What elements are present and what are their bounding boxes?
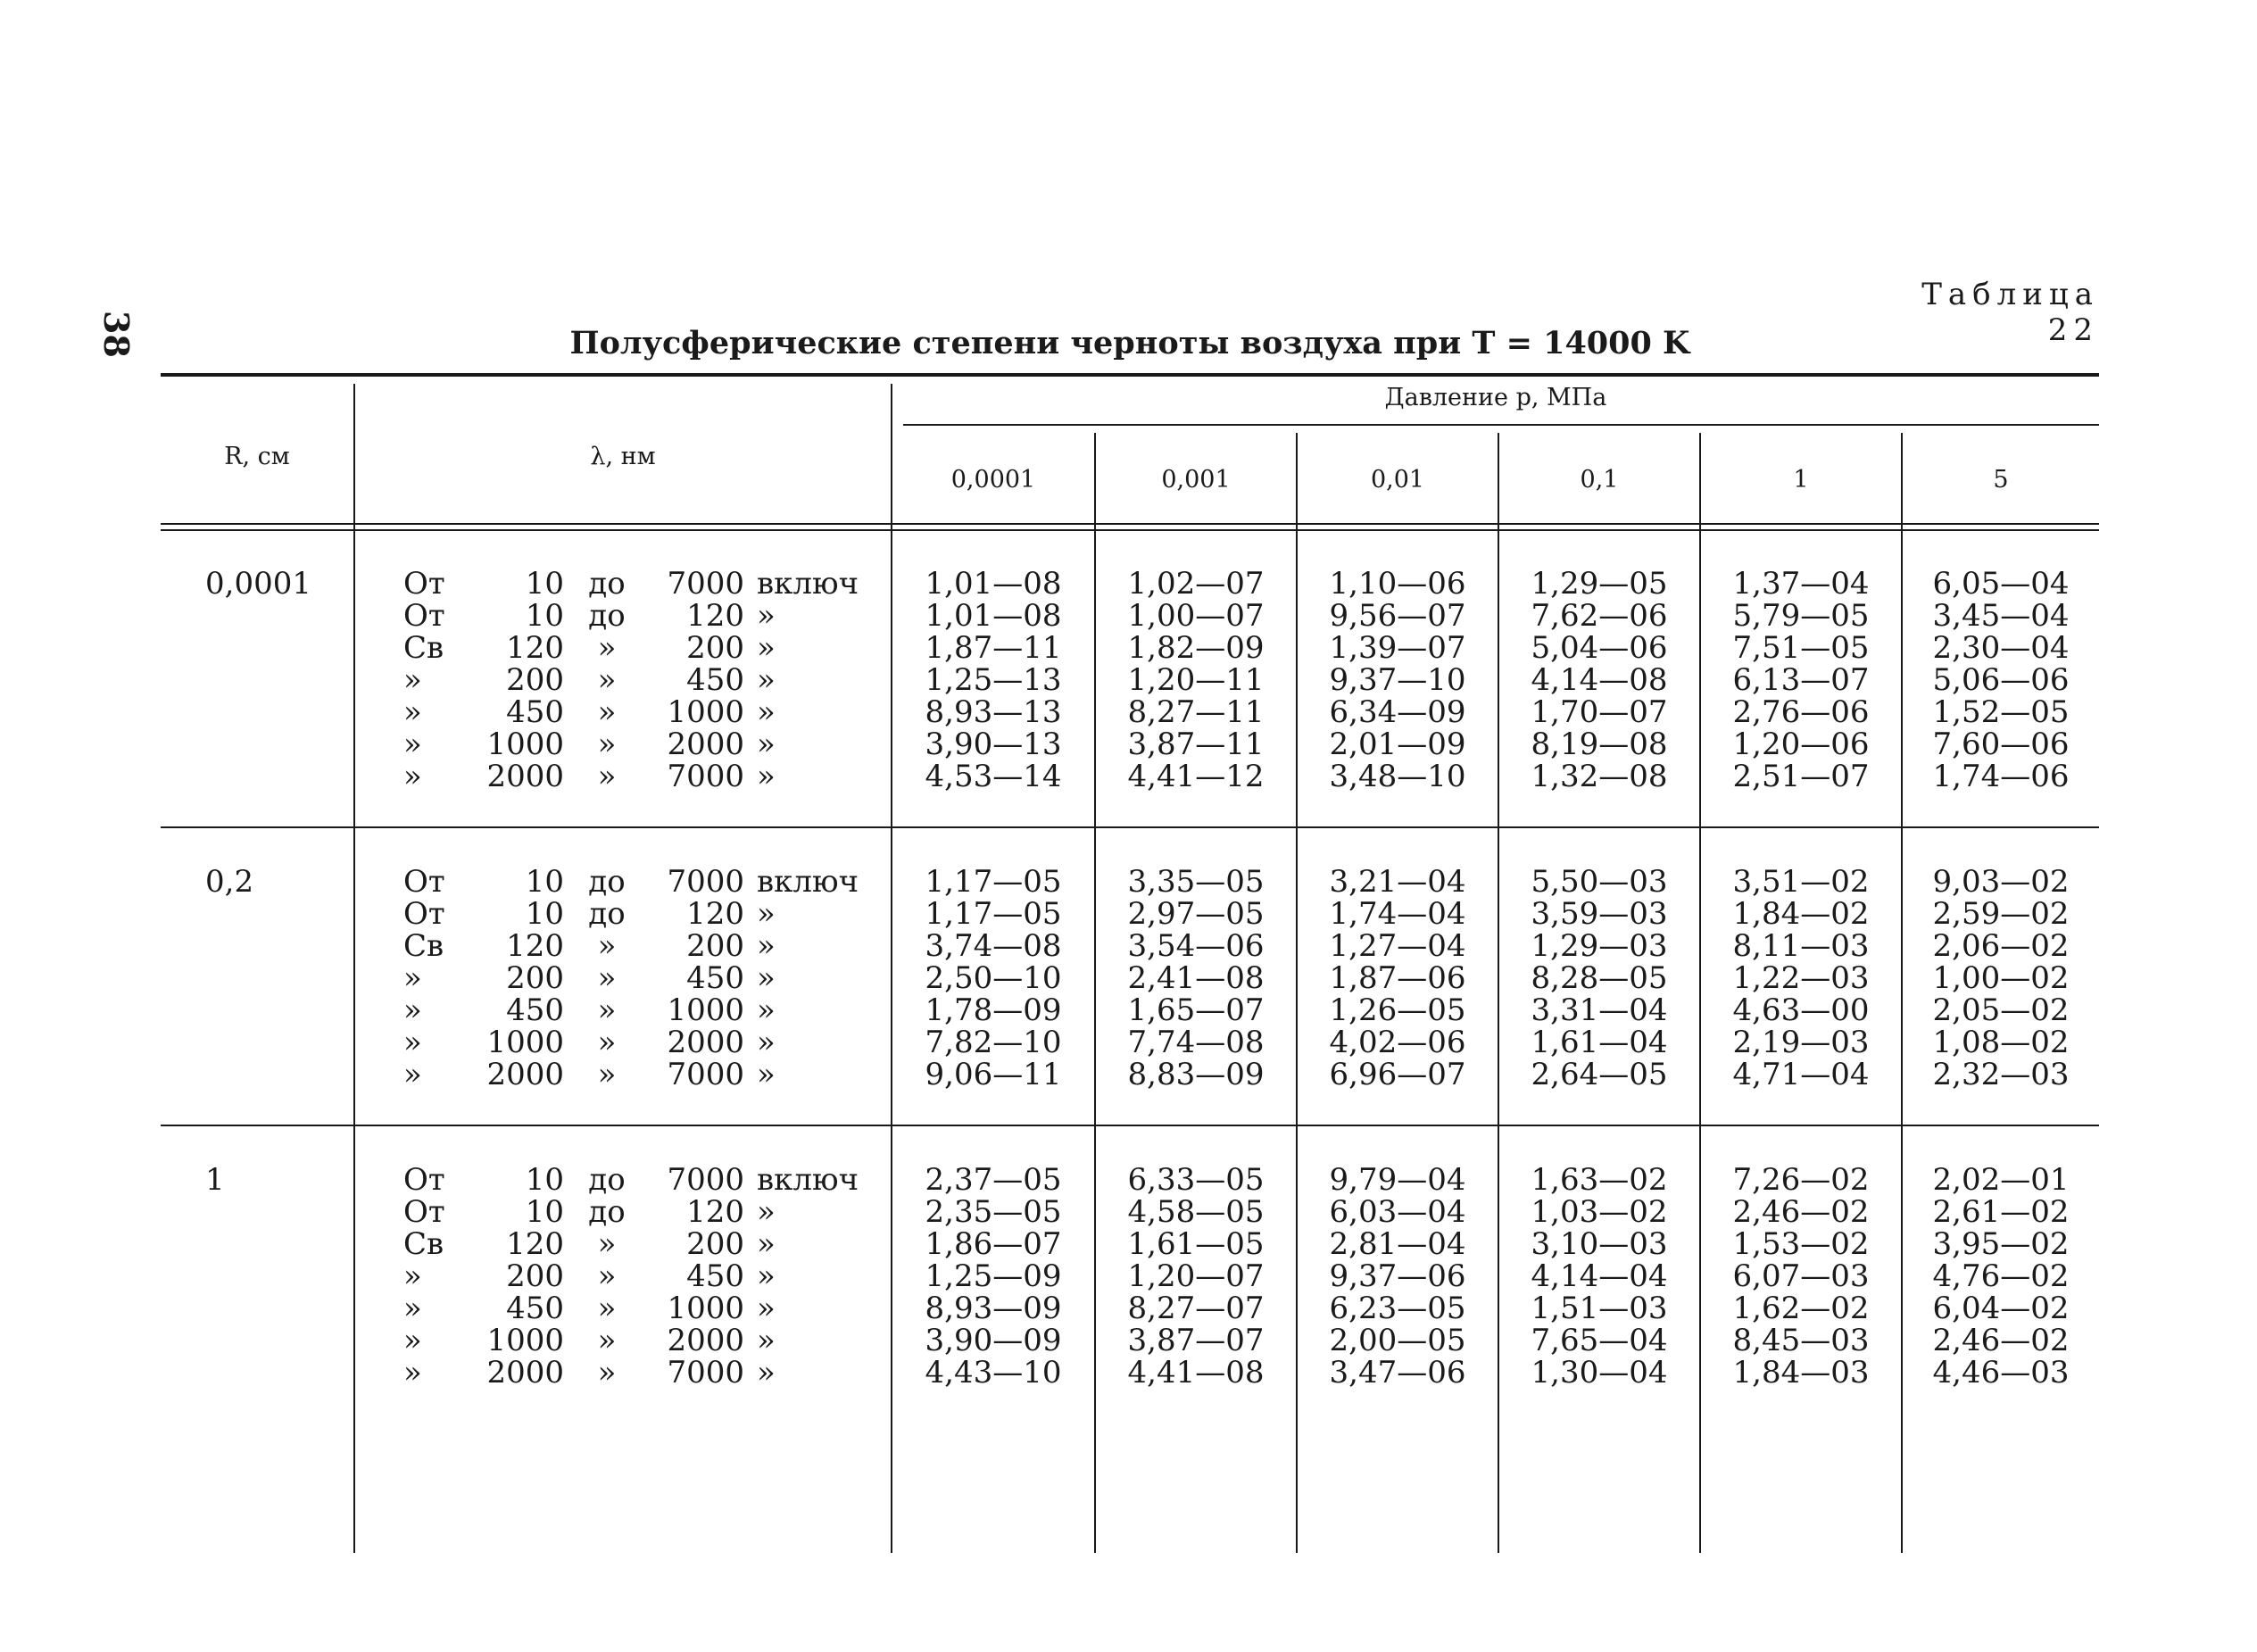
emissivity-value: 2,41—08 xyxy=(1127,960,1265,996)
pressure-header: 1 xyxy=(1793,466,1809,494)
wavelength-pre: Св xyxy=(403,1226,444,1262)
wavelength-to: 200 xyxy=(686,1226,744,1262)
wavelength-suffix: » xyxy=(757,928,776,964)
wavelength-range xyxy=(403,1258,876,1294)
emissivity-value: 9,56—07 xyxy=(1329,598,1466,634)
wavelength-pre: » xyxy=(403,759,422,794)
wavelength-to: 450 xyxy=(686,960,744,996)
radius-value: 0,2 xyxy=(205,864,254,900)
emissivity-value: 8,11—03 xyxy=(1732,928,1870,964)
wavelength-pre: От xyxy=(403,896,445,932)
wavelength-pre: Св xyxy=(403,928,444,964)
wavelength-range xyxy=(403,1323,876,1358)
wavelength-to: 1000 xyxy=(667,992,744,1028)
wavelength-from: 10 xyxy=(525,1194,564,1230)
wavelength-from: 120 xyxy=(506,1226,564,1262)
wavelength-pre: От xyxy=(403,1194,445,1230)
wavelength-to: 120 xyxy=(686,598,744,634)
wavelength-to: 7000 xyxy=(667,1057,744,1092)
wavelength-suffix: » xyxy=(757,759,776,794)
wavelength-range xyxy=(403,1194,876,1230)
emissivity-value: 3,51—02 xyxy=(1732,864,1870,900)
block-separator-rule xyxy=(161,1125,2099,1126)
wavelength-suffix: » xyxy=(757,630,776,666)
wavelength-from: 450 xyxy=(506,694,564,730)
emissivity-value: 2,06—02 xyxy=(1932,928,2070,964)
table-title: Полусферические степени черноты воздуха при T = 14000 K xyxy=(569,325,1690,361)
emissivity-value: 1,27—04 xyxy=(1329,928,1466,964)
wavelength-suffix: » xyxy=(757,1323,776,1358)
wavelength-from: 2000 xyxy=(486,759,564,794)
pressure-header: 0,01 xyxy=(1370,466,1425,494)
wavelength-range xyxy=(403,960,876,996)
emissivity-value: 2,97—05 xyxy=(1127,896,1265,932)
emissivity-value: 1,53—02 xyxy=(1732,1226,1870,1262)
emissivity-value: 4,53—14 xyxy=(925,759,1062,794)
emissivity-value: 2,50—10 xyxy=(925,960,1062,996)
emissivity-value: 1,87—06 xyxy=(1329,960,1466,996)
wavelength-to: 450 xyxy=(686,1258,744,1294)
wavelength-range xyxy=(403,566,876,602)
emissivity-value: 1,32—08 xyxy=(1531,759,1668,794)
emissivity-value: 1,25—09 xyxy=(925,1258,1062,1294)
wavelength-to: 1000 xyxy=(667,694,744,730)
wavelength-range xyxy=(403,1025,876,1060)
emissivity-value: 1,10—06 xyxy=(1329,566,1466,602)
wavelength-suffix: » xyxy=(757,694,776,730)
wavelength-suffix: » xyxy=(757,896,776,932)
wavelength-suffix: » xyxy=(757,1226,776,1262)
emissivity-value: 4,41—12 xyxy=(1127,759,1265,794)
wavelength-from: 2000 xyxy=(486,1355,564,1391)
emissivity-value: 8,19—08 xyxy=(1531,726,1668,762)
wavelength-range xyxy=(403,694,876,730)
emissivity-value: 2,19—03 xyxy=(1732,1025,1870,1060)
emissivity-value: 1,20—07 xyxy=(1127,1258,1265,1294)
pressure-header: 5 xyxy=(1993,466,2009,494)
wavelength-mid: до xyxy=(588,566,626,602)
emissivity-value: 7,74—08 xyxy=(1127,1025,1265,1060)
wavelength-mid: до xyxy=(588,598,626,634)
emissivity-value: 6,96—07 xyxy=(1329,1057,1466,1092)
emissivity-value: 4,43—10 xyxy=(925,1355,1062,1391)
wavelength-to: 450 xyxy=(686,662,744,698)
wavelength-mid: до xyxy=(588,1194,626,1230)
wavelength-mid: » xyxy=(597,1323,617,1358)
emissivity-value: 7,62—06 xyxy=(1531,598,1668,634)
wavelength-suffix: » xyxy=(757,1258,776,1294)
emissivity-value: 1,61—05 xyxy=(1127,1226,1265,1262)
emissivity-value: 4,02—06 xyxy=(1329,1025,1466,1060)
pressure-group-rule xyxy=(903,424,2099,426)
emissivity-value: 4,14—08 xyxy=(1531,662,1668,698)
emissivity-value: 1,00—02 xyxy=(1932,960,2070,996)
header-bottom-rule xyxy=(161,523,2099,525)
emissivity-value: 2,59—02 xyxy=(1932,896,2070,932)
wavelength-to: 2000 xyxy=(667,1323,744,1358)
emissivity-value: 2,02—01 xyxy=(1932,1162,2070,1198)
wavelength-suffix: » xyxy=(757,726,776,762)
emissivity-value: 7,51—05 xyxy=(1732,630,1870,666)
wavelength-from: 10 xyxy=(525,864,564,900)
table-label: Таблица 22 xyxy=(1921,277,2099,348)
wavelength-to: 7000 xyxy=(667,759,744,794)
emissivity-value: 3,48—10 xyxy=(1329,759,1466,794)
emissivity-value: 1,37—04 xyxy=(1732,566,1870,602)
radius-column-header: R, см xyxy=(224,443,290,470)
wavelength-pre: Св xyxy=(403,630,444,666)
wavelength-to: 7000 xyxy=(667,1355,744,1391)
table-top-rule xyxy=(161,373,2099,377)
wavelength-mid: » xyxy=(597,662,617,698)
emissivity-value: 8,27—07 xyxy=(1127,1291,1265,1326)
emissivity-value: 1,70—07 xyxy=(1531,694,1668,730)
wavelength-from: 200 xyxy=(506,662,564,698)
emissivity-value: 2,51—07 xyxy=(1732,759,1870,794)
wavelength-from: 450 xyxy=(506,1291,564,1326)
emissivity-value: 6,07—03 xyxy=(1732,1258,1870,1294)
emissivity-value: 7,26—02 xyxy=(1732,1162,1870,1198)
emissivity-value: 6,03—04 xyxy=(1329,1194,1466,1230)
wavelength-range xyxy=(403,726,876,762)
wavelength-mid: » xyxy=(597,726,617,762)
emissivity-value: 1,65—07 xyxy=(1127,992,1265,1028)
wavelength-to: 7000 xyxy=(667,1162,744,1198)
radius-value: 0,0001 xyxy=(205,566,311,602)
emissivity-value: 8,28—05 xyxy=(1531,960,1668,996)
emissivity-value: 1,30—04 xyxy=(1531,1355,1668,1391)
emissivity-value: 1,26—05 xyxy=(1329,992,1466,1028)
wavelength-mid: » xyxy=(597,694,617,730)
wavelength-pre: От xyxy=(403,1162,445,1198)
emissivity-value: 1,17—05 xyxy=(925,896,1062,932)
emissivity-value: 1,84—02 xyxy=(1732,896,1870,932)
wavelength-from: 10 xyxy=(525,896,564,932)
wavelength-pre: » xyxy=(403,1025,422,1060)
wavelength-from: 1000 xyxy=(486,726,564,762)
wavelength-suffix: » xyxy=(757,992,776,1028)
emissivity-value: 2,35—05 xyxy=(925,1194,1062,1230)
emissivity-value: 3,31—04 xyxy=(1531,992,1668,1028)
wavelength-range xyxy=(403,1355,876,1391)
wavelength-range xyxy=(403,896,876,932)
wavelength-range xyxy=(403,864,876,900)
emissivity-value: 1,52—05 xyxy=(1932,694,2070,730)
wavelength-range xyxy=(403,630,876,666)
emissivity-value: 3,90—13 xyxy=(925,726,1062,762)
wavelength-range xyxy=(403,598,876,634)
wavelength-range xyxy=(403,1057,876,1092)
emissivity-value: 3,87—11 xyxy=(1127,726,1265,762)
emissivity-value: 1,25—13 xyxy=(925,662,1062,698)
emissivity-value: 6,33—05 xyxy=(1127,1162,1265,1198)
emissivity-value: 1,61—04 xyxy=(1531,1025,1668,1060)
emissivity-value: 1,29—05 xyxy=(1531,566,1668,602)
wavelength-pre: От xyxy=(403,598,445,634)
wavelength-from: 450 xyxy=(506,992,564,1028)
emissivity-value: 5,50—03 xyxy=(1531,864,1668,900)
wavelength-mid: до xyxy=(588,864,626,900)
wavelength-suffix: » xyxy=(757,1291,776,1326)
block-separator-rule xyxy=(161,826,2099,828)
emissivity-value: 6,13—07 xyxy=(1732,662,1870,698)
emissivity-value: 2,81—04 xyxy=(1329,1226,1466,1262)
emissivity-value: 1,20—06 xyxy=(1732,726,1870,762)
emissivity-value: 6,34—09 xyxy=(1329,694,1466,730)
column-rule xyxy=(353,384,355,1553)
emissivity-value: 1,78—09 xyxy=(925,992,1062,1028)
wavelength-from: 2000 xyxy=(486,1057,564,1092)
emissivity-value: 3,90—09 xyxy=(925,1323,1062,1358)
wavelength-from: 200 xyxy=(506,1258,564,1294)
emissivity-value: 7,65—04 xyxy=(1531,1323,1668,1358)
emissivity-value: 2,32—03 xyxy=(1932,1057,2070,1092)
wavelength-range xyxy=(403,928,876,964)
emissivity-value: 1,20—11 xyxy=(1127,662,1265,698)
wavelength-from: 10 xyxy=(525,598,564,634)
wavelength-suffix: » xyxy=(757,1057,776,1092)
wavelength-from: 10 xyxy=(525,566,564,602)
emissivity-value: 2,05—02 xyxy=(1932,992,2070,1028)
emissivity-value: 3,95—02 xyxy=(1932,1226,2070,1262)
wavelength-pre: » xyxy=(403,662,422,698)
emissivity-value: 2,00—05 xyxy=(1329,1323,1466,1358)
emissivity-value: 2,46—02 xyxy=(1932,1323,2070,1358)
emissivity-value: 1,62—02 xyxy=(1732,1291,1870,1326)
emissivity-value: 1,39—07 xyxy=(1329,630,1466,666)
wavelength-to: 120 xyxy=(686,896,744,932)
wavelength-pre: » xyxy=(403,1323,422,1358)
pressure-header: 0,0001 xyxy=(950,466,1036,494)
emissivity-value: 5,79—05 xyxy=(1732,598,1870,634)
wavelength-mid: » xyxy=(597,928,617,964)
emissivity-value: 3,10—03 xyxy=(1531,1226,1668,1262)
wavelength-mid: » xyxy=(597,1355,617,1391)
emissivity-value: 6,04—02 xyxy=(1932,1291,2070,1326)
emissivity-value: 4,41—08 xyxy=(1127,1355,1265,1391)
emissivity-value: 1,22—03 xyxy=(1732,960,1870,996)
wavelength-to: 7000 xyxy=(667,864,744,900)
emissivity-value: 4,63—00 xyxy=(1732,992,1870,1028)
wavelength-pre: » xyxy=(403,726,422,762)
wavelength-mid: » xyxy=(597,759,617,794)
emissivity-value: 1,02—07 xyxy=(1127,566,1265,602)
wavelength-suffix: » xyxy=(757,1194,776,1230)
wavelength-from: 200 xyxy=(506,960,564,996)
emissivity-value: 1,00—07 xyxy=(1127,598,1265,634)
wavelength-range xyxy=(403,992,876,1028)
emissivity-value: 2,37—05 xyxy=(925,1162,1062,1198)
wavelength-suffix: » xyxy=(757,662,776,698)
wavelength-to: 200 xyxy=(686,928,744,964)
emissivity-value: 1,74—06 xyxy=(1932,759,2070,794)
wavelength-mid: » xyxy=(597,1291,617,1326)
wavelength-suffix: включ xyxy=(757,1162,859,1198)
emissivity-value: 1,03—02 xyxy=(1531,1194,1668,1230)
emissivity-value: 2,64—05 xyxy=(1531,1057,1668,1092)
wavelength-suffix: » xyxy=(757,1025,776,1060)
wavelength-from: 1000 xyxy=(486,1323,564,1358)
pressure-header: 0,001 xyxy=(1161,466,1231,494)
wavelength-pre: » xyxy=(403,694,422,730)
emissivity-value: 1,08—02 xyxy=(1932,1025,2070,1060)
emissivity-value: 3,54—06 xyxy=(1127,928,1265,964)
emissivity-value: 3,47—06 xyxy=(1329,1355,1466,1391)
emissivity-value: 8,93—09 xyxy=(925,1291,1062,1326)
emissivity-value: 3,45—04 xyxy=(1932,598,2070,634)
wavelength-pre: » xyxy=(403,960,422,996)
emissivity-value: 7,82—10 xyxy=(925,1025,1062,1060)
emissivity-value: 8,27—11 xyxy=(1127,694,1265,730)
wavelength-to: 120 xyxy=(686,1194,744,1230)
wavelength-column-header: λ, нм xyxy=(590,443,656,470)
emissivity-value: 1,29—03 xyxy=(1531,928,1668,964)
emissivity-value: 2,30—04 xyxy=(1932,630,2070,666)
pressure-group-header: Давление p, МПа xyxy=(1384,384,1607,411)
emissivity-value: 1,84—03 xyxy=(1732,1355,1870,1391)
wavelength-range xyxy=(403,1291,876,1326)
wavelength-mid: » xyxy=(597,630,617,666)
emissivity-value: 9,79—04 xyxy=(1329,1162,1466,1198)
emissivity-value: 9,06—11 xyxy=(925,1057,1062,1092)
wavelength-mid: » xyxy=(597,1226,617,1262)
emissivity-value: 3,35—05 xyxy=(1127,864,1265,900)
wavelength-to: 1000 xyxy=(667,1291,744,1326)
emissivity-value: 3,21—04 xyxy=(1329,864,1466,900)
emissivity-value: 1,01—08 xyxy=(925,598,1062,634)
emissivity-value: 5,04—06 xyxy=(1531,630,1668,666)
emissivity-value: 4,58—05 xyxy=(1127,1194,1265,1230)
wavelength-range xyxy=(403,662,876,698)
emissivity-value: 8,93—13 xyxy=(925,694,1062,730)
wavelength-pre: » xyxy=(403,1258,422,1294)
wavelength-to: 2000 xyxy=(667,1025,744,1060)
wavelength-to: 7000 xyxy=(667,566,744,602)
emissivity-value: 1,87—11 xyxy=(925,630,1062,666)
wavelength-pre: » xyxy=(403,1355,422,1391)
wavelength-range xyxy=(403,1226,876,1262)
wavelength-mid: » xyxy=(597,1057,617,1092)
emissivity-value: 1,82—09 xyxy=(1127,630,1265,666)
wavelength-pre: » xyxy=(403,1057,422,1092)
emissivity-value: 9,03—02 xyxy=(1932,864,2070,900)
emissivity-value: 2,76—06 xyxy=(1732,694,1870,730)
pressure-header: 0,1 xyxy=(1580,466,1619,494)
emissivity-value: 2,01—09 xyxy=(1329,726,1466,762)
emissivity-value: 4,76—02 xyxy=(1932,1258,2070,1294)
emissivity-value: 8,45—03 xyxy=(1732,1323,1870,1358)
radius-value: 1 xyxy=(205,1162,225,1198)
emissivity-value: 2,46—02 xyxy=(1732,1194,1870,1230)
emissivity-value: 3,87—07 xyxy=(1127,1323,1265,1358)
wavelength-suffix: » xyxy=(757,598,776,634)
wavelength-mid: до xyxy=(588,896,626,932)
wavelength-range xyxy=(403,759,876,794)
emissivity-value: 1,74—04 xyxy=(1329,896,1466,932)
wavelength-mid: » xyxy=(597,992,617,1028)
emissivity-value: 1,51—03 xyxy=(1531,1291,1668,1326)
wavelength-mid: » xyxy=(597,1025,617,1060)
emissivity-value: 6,05—04 xyxy=(1932,566,2070,602)
wavelength-suffix: » xyxy=(757,960,776,996)
emissivity-value: 3,74—08 xyxy=(925,928,1062,964)
emissivity-value: 3,59—03 xyxy=(1531,896,1668,932)
emissivity-value: 8,83—09 xyxy=(1127,1057,1265,1092)
wavelength-from: 120 xyxy=(506,630,564,666)
wavelength-mid: » xyxy=(597,960,617,996)
emissivity-value: 4,46—03 xyxy=(1932,1355,2070,1391)
emissivity-value: 1,86—07 xyxy=(925,1226,1062,1262)
wavelength-pre: От xyxy=(403,566,445,602)
page-number: 38 xyxy=(95,311,137,358)
wavelength-from: 10 xyxy=(525,1162,564,1198)
wavelength-mid: » xyxy=(597,1258,617,1294)
wavelength-pre: » xyxy=(403,1291,422,1326)
emissivity-value: 1,01—08 xyxy=(925,566,1062,602)
emissivity-value: 4,71—04 xyxy=(1732,1057,1870,1092)
wavelength-pre: От xyxy=(403,864,445,900)
wavelength-to: 2000 xyxy=(667,726,744,762)
wavelength-suffix: » xyxy=(757,1355,776,1391)
emissivity-value: 1,63—02 xyxy=(1531,1162,1668,1198)
emissivity-value: 5,06—06 xyxy=(1932,662,2070,698)
wavelength-from: 120 xyxy=(506,928,564,964)
emissivity-value: 6,23—05 xyxy=(1329,1291,1466,1326)
header-bottom-rule-double xyxy=(161,529,2099,531)
emissivity-value: 4,14—04 xyxy=(1531,1258,1668,1294)
wavelength-suffix: включ xyxy=(757,566,859,602)
wavelength-from: 1000 xyxy=(486,1025,564,1060)
wavelength-mid: до xyxy=(588,1162,626,1198)
wavelength-range xyxy=(403,1162,876,1198)
wavelength-suffix: включ xyxy=(757,864,859,900)
emissivity-value: 9,37—06 xyxy=(1329,1258,1466,1294)
wavelength-pre: » xyxy=(403,992,422,1028)
emissivity-value: 2,61—02 xyxy=(1932,1194,2070,1230)
emissivity-value: 7,60—06 xyxy=(1932,726,2070,762)
emissivity-value: 9,37—10 xyxy=(1329,662,1466,698)
wavelength-to: 200 xyxy=(686,630,744,666)
emissivity-value: 1,17—05 xyxy=(925,864,1062,900)
